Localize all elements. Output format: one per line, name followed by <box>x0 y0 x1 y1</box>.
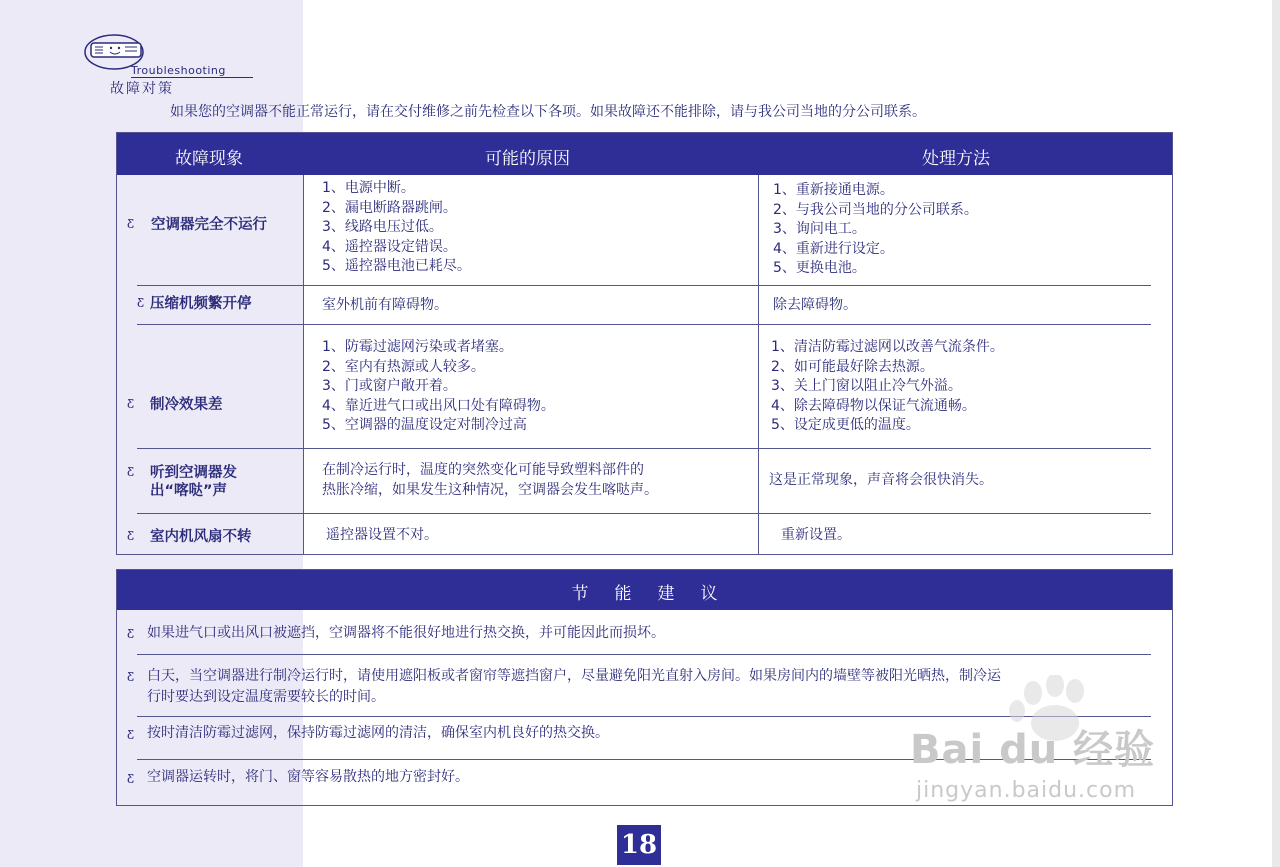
row-divider <box>137 448 1151 449</box>
page-edge <box>1272 0 1280 867</box>
remedy-list: 这是正常现象，声音将会很快消失。 <box>769 472 993 488</box>
energy-saving-header <box>117 570 1172 610</box>
intro-text: 如果您的空调器不能正常运行，请在交付维修之前先检查以下各项。如果故障还不能排除，请与我公司当地的分公司联系。 <box>170 104 926 120</box>
remedy-list: 1、清洁防霉过滤网以改善气流条件。 2、如可能最好除去热源。 3、关上门窗以阻止冷气外溢。 4、除去障碍物以保证气流通畅。 5、设定成更低的温度。 <box>771 339 1004 433</box>
bullet-icon: Ƹ <box>127 670 134 684</box>
logo-english-label: Troubleshooting <box>131 64 226 77</box>
symptom-label: 制冷效果差 <box>150 397 223 413</box>
column-header-symptom: 故障现象 <box>175 149 243 169</box>
column-header-cause: 可能的原因 <box>485 149 570 169</box>
energy-tip: 按时清洁防霉过滤网，保持防霉过滤网的清洁，确保室内机良好的热交换。 <box>147 725 609 741</box>
column-header-remedy: 处理方法 <box>922 149 990 169</box>
energy-tip: 空调器运转时，将门、窗等容易散热的地方密封好。 <box>147 769 469 785</box>
column-divider <box>303 175 304 554</box>
row-divider <box>137 285 1151 286</box>
bullet-icon: Ƹ <box>127 217 134 231</box>
bullet-icon: Ƹ <box>127 529 134 543</box>
column-divider <box>758 175 759 554</box>
cause-list: 1、防霉过滤网污染或者堵塞。 2、室内有热源或人较多。 3、门或窗户敞开着。 4、靠近进气口或出风口处有障碍物。 5、空调器的温度设定对制冷过高 <box>322 339 555 433</box>
troubleshooting-table <box>116 132 1173 555</box>
energy-saving-title: 节能建议 <box>571 584 744 604</box>
bullet-icon: Ƹ <box>127 728 134 742</box>
page-number: 18 <box>617 825 661 865</box>
cause-list: 室外机前有障碍物。 <box>322 297 448 313</box>
row-divider <box>137 513 1151 514</box>
bullet-icon: Ƹ <box>127 397 134 411</box>
bullet-icon: Ƹ <box>137 296 144 310</box>
remedy-list: 1、重新接通电源。 2、与我公司当地的分公司联系。 3、询问电工。 4、重新进行设定。 5、更换电池。 <box>773 182 978 276</box>
symptom-label: 空调器完全不运行 <box>151 217 267 233</box>
cause-list: 在制冷运行时，温度的突然变化可能导致塑料部件的 热胀冷缩，如果发生这种情况，空调器会发生喀哒声。 <box>322 462 658 498</box>
remedy-list: 重新设置。 <box>781 527 851 543</box>
table-header <box>117 133 1172 175</box>
row-divider <box>137 324 1151 325</box>
cause-list: 1、电源中断。 2、漏电断路器跳闸。 3、线路电压过低。 4、遥控器设定错误。 5、遥控器电池已耗尽。 <box>322 180 471 274</box>
watermark-url: jingyan.baidu.com <box>916 778 1137 803</box>
symptom-label: 室内机风扇不转 <box>150 529 252 545</box>
watermark-logo: Bai du 经验 <box>910 727 1156 773</box>
energy-tip: 白天，当空调器进行制冷运行时，请使用遮阳板或者窗帘等遮挡窗户，尽量避免阳光直射入房间。如果房间内的墙壁等被阳光晒热，制冷运 行时要达到设定温度需要较长的时间。 <box>147 668 1001 705</box>
remedy-list: 除去障碍物。 <box>773 297 857 313</box>
row-divider <box>137 654 1151 655</box>
energy-tip: 如果进气口或出风口被遮挡，空调器将不能很好地进行热交换，并可能因此而损坏。 <box>147 625 665 641</box>
symptom-label: 压缩机频繁开停 <box>150 296 252 312</box>
bullet-icon: Ƹ <box>127 772 134 786</box>
bullet-icon: Ƹ <box>127 465 134 479</box>
symptom-label: 听到空调器发 出“喀哒”声 <box>150 465 237 499</box>
cause-list: 遥控器设置不对。 <box>326 527 438 543</box>
section-title: 故障对策 <box>110 81 174 97</box>
bullet-icon: Ƹ <box>127 627 134 641</box>
